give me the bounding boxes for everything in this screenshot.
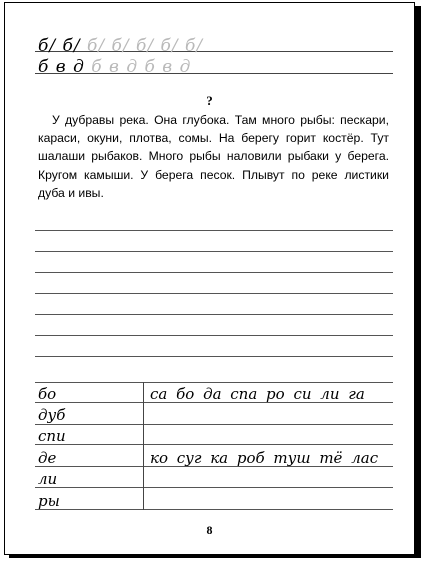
left-syllable: спи	[38, 427, 66, 445]
exercise-line	[35, 509, 393, 510]
practice-line	[35, 356, 393, 357]
exercise-line	[35, 424, 393, 425]
copybook-row-1-solid: б/ б/	[38, 36, 81, 56]
exercise-line	[35, 487, 393, 488]
left-syllable: ры	[38, 492, 60, 510]
exercise-line	[35, 382, 393, 383]
reading-text: У дубравы река. Она глубока. Там много рыбы: пескари, караси, окуни, плотва, сомы. На берегу горит костёр. Тут шалаши рыбаков. Много рыбы наловили рыбаки у берега. Кругом камыши. У берега песок. Плывут по реке листики дуба и ивы.	[38, 113, 389, 200]
copybook-row-1	[38, 36, 203, 56]
exercise-line	[35, 444, 393, 445]
page-number: 8	[206, 523, 213, 537]
practice-line	[35, 230, 393, 231]
left-syllable: бо	[38, 385, 57, 403]
right-syllable-row: са бо да спа ро си ли га	[150, 385, 365, 403]
practice-line	[35, 293, 393, 294]
question-mark: ?	[206, 93, 213, 108]
left-syllable: де	[38, 449, 57, 467]
practice-line	[35, 251, 393, 252]
practice-line	[35, 335, 393, 336]
copybook-row-2-solid: б в д	[38, 57, 85, 77]
right-syllable-row: ко суг ка роб туш тё лас	[150, 449, 379, 467]
left-syllable: дуб	[38, 406, 66, 424]
copybook-row-1-faded: б/ б/ б/ б/ б/	[87, 36, 204, 56]
copybook-row-2	[38, 57, 191, 77]
copybook-row-2-faded: б в д б в д	[91, 57, 192, 77]
practice-line	[35, 272, 393, 273]
practice-line	[35, 314, 393, 315]
left-syllable: ли	[38, 470, 58, 488]
workbook-page	[4, 2, 415, 555]
exercise-divider	[143, 382, 144, 510]
